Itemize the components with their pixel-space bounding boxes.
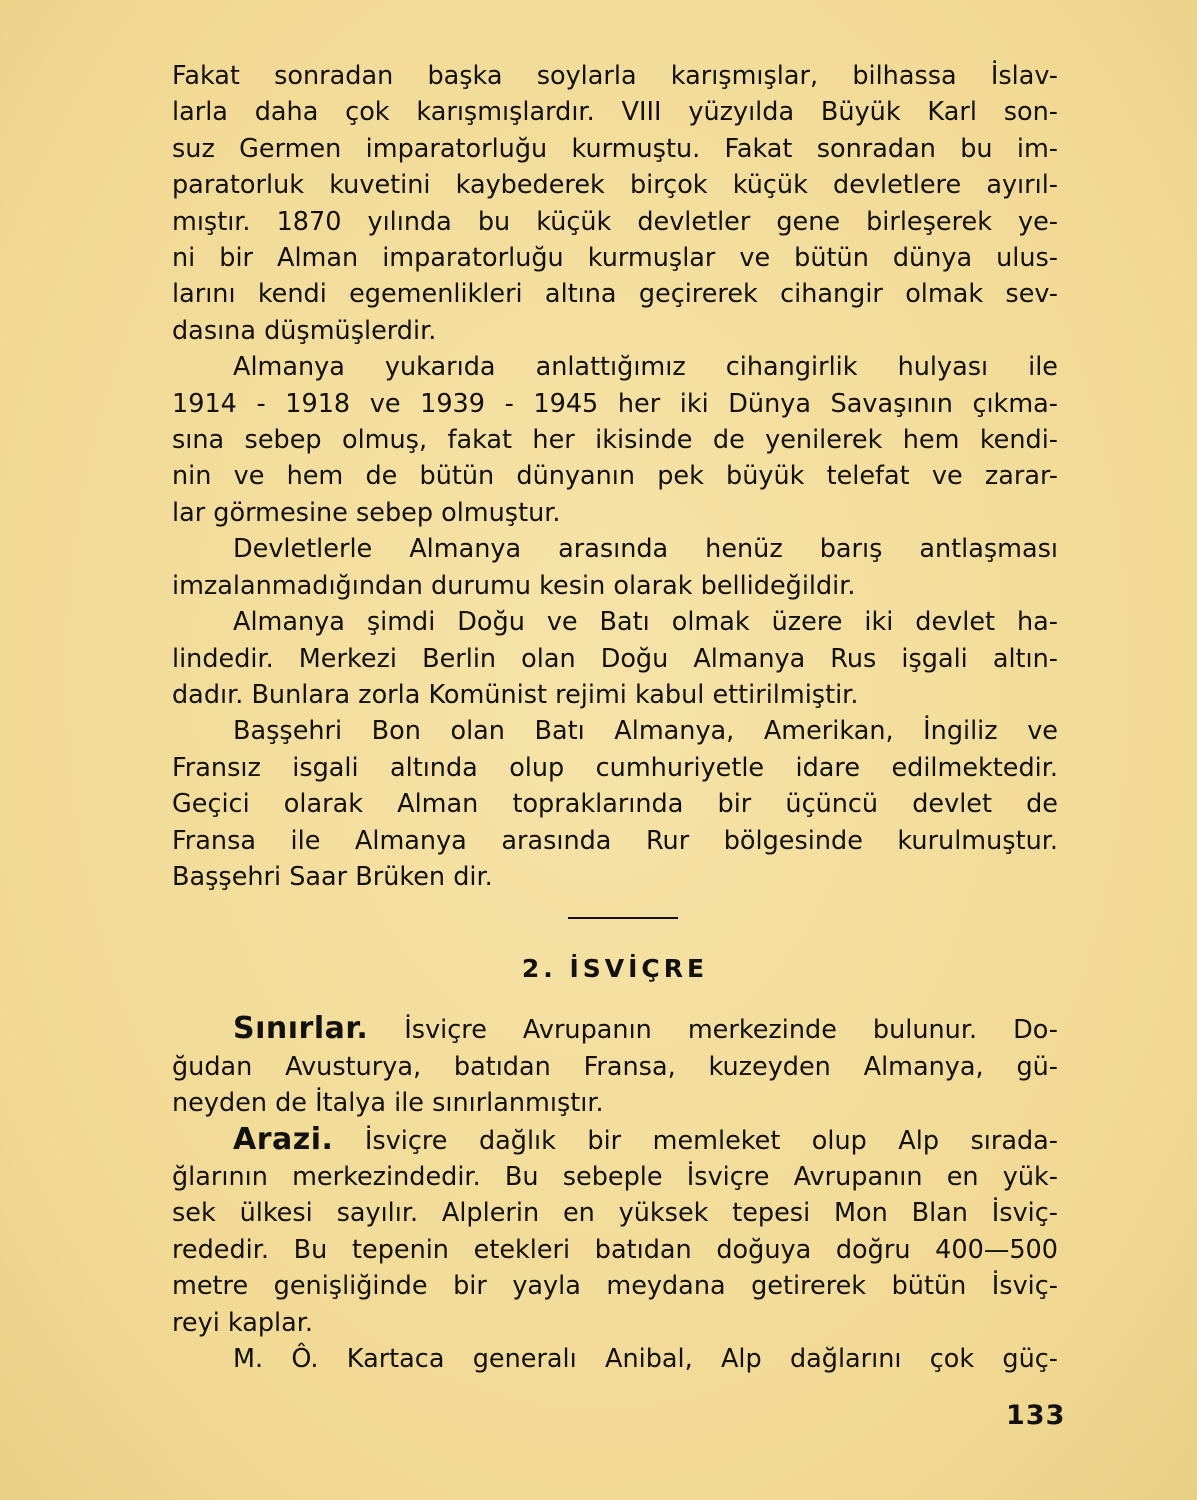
- text-line: Devletlerle Almanya arasında henüz barış antlaşması: [233, 534, 1058, 565]
- text-line: imzalanmadığından durumu kesin olarak bellideğildir.: [172, 570, 856, 601]
- page-body: [172, 58, 1058, 1377]
- paragraph-west-germany: [172, 713, 1058, 895]
- paragraph-world-wars: [172, 349, 1058, 531]
- text-line: Fakat sonradan başka soylarla karışmışlar, bilhassa İslav-: [172, 61, 1058, 91]
- runin-heading-terrain: Arazi.: [233, 1121, 334, 1157]
- paragraph-borders: [172, 1011, 1058, 1121]
- text-line: larla daha çok karışmışlardır. VIII yüzyılda Büyük Karl son-: [172, 97, 1058, 128]
- text-line: ni bir Alman imparatorluğu kurmuşlar ve bütün dünya ulus-: [172, 243, 1058, 274]
- section-divider: [568, 917, 678, 919]
- text-line: sına sebep olmuş, fakat her ikisinde de yenilerek hem kendi-: [172, 425, 1058, 456]
- text-line: Başşehri Saar Brüken dir.: [172, 861, 493, 892]
- text-line: rededir. Bu tepenin etekleri batıdan doğuya doğru 400—500: [172, 1234, 1058, 1265]
- paragraph-hannibal: [172, 1341, 1058, 1377]
- text-line: lar görmesine sebep olmuştur.: [172, 497, 561, 528]
- paragraph-terrain: [172, 1122, 1058, 1341]
- text-line: ğlarının merkezindedir. Bu sebeple İsviçre Avrupanın en yük-: [172, 1161, 1058, 1192]
- text-line: 1914 - 1918 ve 1939 - 1945 her iki Dünya Savaşının çıkma-: [172, 388, 1058, 419]
- text-line: Başşehri Bon olan Batı Almanya, Amerikan, İngiliz ve: [233, 716, 1058, 747]
- text-line: neyden de İtalya ile sınırlanmıştır.: [172, 1088, 604, 1119]
- text-line: Geçici olarak Alman topraklarında bir üçüncü devlet de: [172, 789, 1058, 820]
- text-line: sek ülkesi sayılır. Alplerin en yüksek tepesi Mon Blan İsviç-: [172, 1198, 1058, 1229]
- text-line: ğudan Avusturya, batıdan Fransa, kuzeyden Almanya, gü-: [172, 1051, 1058, 1082]
- text-line: suz Germen imparatorluğu kurmuştu. Fakat sonradan bu im-: [172, 133, 1058, 164]
- text-line: nin ve hem de bütün dünyanın pek büyük telefat ve zarar-: [172, 461, 1058, 492]
- text-line: Fransa ile Almanya arasında Rur bölgesinde kurulmuştur.: [172, 825, 1058, 856]
- text-line: İsviçre dağlık bir memleket olup Alp sırada-: [333, 1125, 1058, 1156]
- runin-heading-borders: Sınırlar.: [233, 1011, 369, 1047]
- text-line: lindedir. Merkezi Berlin olan Doğu Almanya Rus işgali altın-: [172, 643, 1058, 674]
- text-line: larını kendi egemenlikleri altına geçirerek cihangir olmak sev-: [172, 279, 1058, 310]
- text-line: reyi kaplar.: [172, 1307, 313, 1338]
- text-line: Almanya şimdi Doğu ve Batı olmak üzere iki devlet ha-: [233, 607, 1058, 638]
- text-line: paratorluk kuvetini kaybederek birçok küçük devletlere ayırıl-: [172, 170, 1058, 201]
- page-number: 133: [1006, 1400, 1066, 1431]
- paragraph-east-germany: [172, 604, 1058, 713]
- text-line: mıştır. 1870 yılında bu küçük devletler gene birleşerek ye-: [172, 206, 1058, 237]
- text-line: Fransız isgali altında olup cumhuriyetle idare edilmektedir.: [172, 752, 1058, 783]
- text-line: Almanya yukarıda anlattığımız cihangirlik hulyası ile: [233, 352, 1058, 383]
- paragraph-germany-history: [172, 58, 1058, 349]
- section-heading: 2. İSVİÇRE: [521, 954, 709, 984]
- text-line: metre genişliğinde bir yayla meydana getirerek bütün İsviç-: [172, 1271, 1058, 1302]
- text-line: dadır. Bunlara zorla Komünist rejimi kabul ettirilmiştir.: [172, 679, 859, 710]
- text-line: dasına düşmüşlerdir.: [172, 315, 437, 346]
- paragraph-peace-treaty: [172, 531, 1058, 604]
- section-switzerland: [172, 1011, 1058, 1377]
- text-line: İsviçre Avrupanın merkezinde bulunur. Do-: [368, 1015, 1058, 1046]
- text-line: M. Ô. Kartaca generalı Anibal, Alp dağlarını çok güç-: [233, 1344, 1058, 1374]
